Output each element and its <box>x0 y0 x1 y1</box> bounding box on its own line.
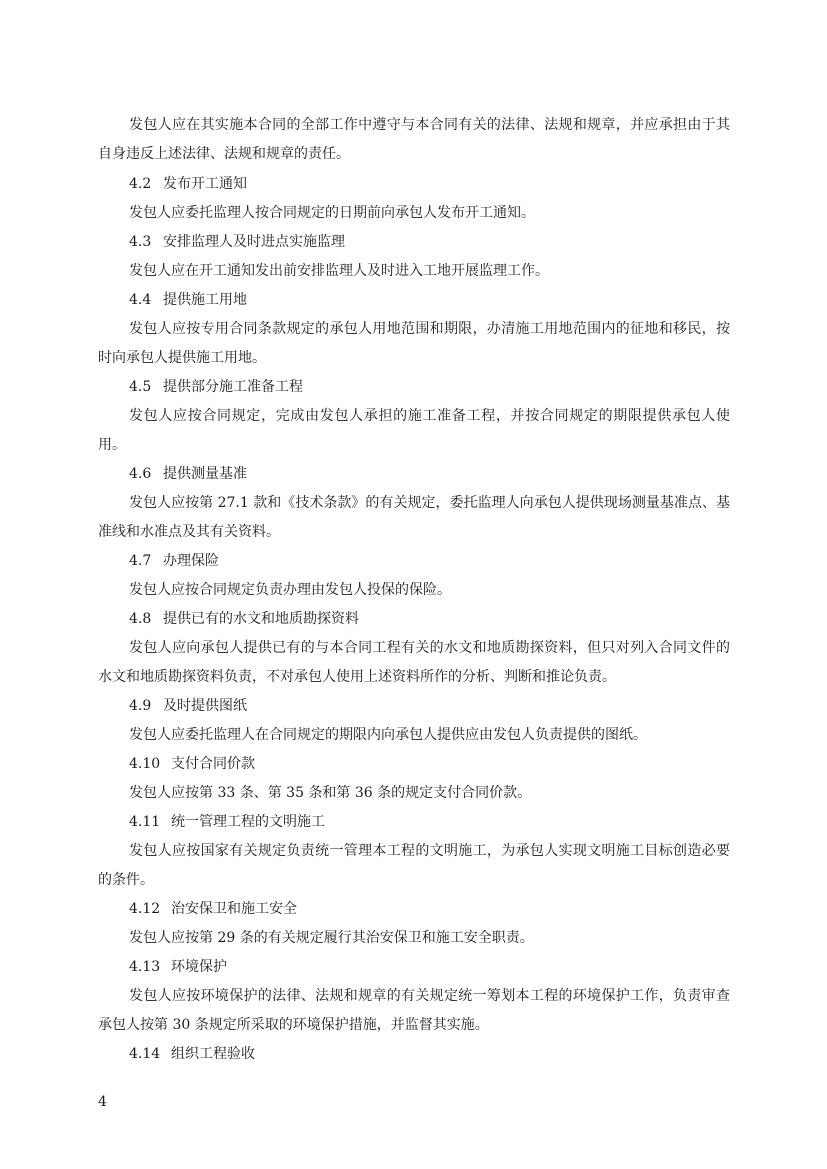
section-title: 及时提供图纸 <box>163 698 247 714</box>
section-heading <box>98 953 761 982</box>
section-heading <box>98 286 761 315</box>
section-heading <box>98 373 761 402</box>
page-number: 4 <box>98 1094 107 1110</box>
section-number: 4.12 <box>129 901 161 917</box>
section-title: 治安保卫和施工安全 <box>171 901 297 917</box>
section-heading <box>98 895 761 924</box>
section-heading <box>98 460 761 489</box>
section-title: 支付合同价款 <box>171 756 255 772</box>
section-number: 4.10 <box>129 756 161 772</box>
section-title: 环境保护 <box>171 959 227 975</box>
paragraph: 发包人应按第 27.1 款和《技术条款》的有关规定，委托监理人向承包人提供现场测量基准点、基准线和水准点及其有关资料。 <box>98 495 730 540</box>
section-title: 统一管理工程的文明施工 <box>171 814 325 830</box>
section-number: 4.5 <box>129 379 152 395</box>
section-heading <box>98 808 761 837</box>
section-heading <box>98 692 761 721</box>
paragraph: 发包人应按第 33 条、第 35 条和第 36 条的规定支付合同价款。 <box>129 785 532 801</box>
section-title: 发布开工通知 <box>163 176 247 192</box>
section-title: 提供施工用地 <box>163 292 247 308</box>
paragraph: 发包人应按专用合同条款规定的承包人用地范围和期限，办清施工用地范围内的征地和移民，按时向承包人提供施工用地。 <box>98 321 730 366</box>
paragraph: 发包人应委托监理人在合同规定的期限内向承包人提供应由发包人负责提供的图纸。 <box>129 727 647 743</box>
paragraph: 发包人应按第 29 条的有关规定履行其治安保卫和施工安全职责。 <box>129 930 534 946</box>
section-number: 4.13 <box>129 959 161 975</box>
section-title: 提供已有的水文和地质勘探资料 <box>163 611 359 627</box>
paragraph: 发包人应在开工通知发出前安排监理人及时进入工地开展监理工作。 <box>129 263 549 279</box>
section-heading <box>98 170 761 199</box>
section-heading <box>98 547 761 576</box>
section-number: 4.8 <box>129 611 152 627</box>
section-number: 4.2 <box>129 176 152 192</box>
section-title: 安排监理人及时进点实施监理 <box>163 234 345 250</box>
paragraph: 发包人应按环境保护的法律、法规和规章的有关规定统一筹划本工程的环境保护工作，负责审查承包人按第 30 条规定所采取的环境保护措施，并监督其实施。 <box>98 988 730 1033</box>
section-number: 4.14 <box>129 1046 161 1062</box>
paragraph: 发包人应按国家有关规定负责统一管理本工程的文明施工，为承包人实现文明施工目标创造必要的条件。 <box>98 843 730 888</box>
section-title: 组织工程验收 <box>171 1046 255 1062</box>
paragraph: 发包人应按合同规定负责办理由发包人投保的保险。 <box>129 582 451 598</box>
section-title: 提供测量基准 <box>163 466 247 482</box>
section-number: 4.3 <box>129 234 152 250</box>
section-number: 4.9 <box>129 698 152 714</box>
section-heading <box>98 1040 761 1069</box>
section-number: 4.7 <box>129 553 152 569</box>
section-title: 办理保险 <box>163 553 219 569</box>
paragraph: 发包人应在其实施本合同的全部工作中遵守与本合同有关的法律、法规和规章，并应承担由于其自身违反上述法律、法规和规章的责任。 <box>98 117 730 162</box>
section-heading <box>98 750 761 779</box>
section-number: 4.6 <box>129 466 152 482</box>
paragraph: 发包人应委托监理人按合同规定的日期前向承包人发布开工通知。 <box>129 205 535 221</box>
paragraph: 发包人应按合同规定，完成由发包人承担的施工准备工程，并按合同规定的期限提供承包人使用。 <box>98 408 730 453</box>
section-heading <box>98 228 761 257</box>
paragraph: 发包人应向承包人提供已有的与本合同工程有关的水文和地质勘探资料，但只对列入合同文件的水文和地质勘探资料负责，不对承包人使用上述资料所作的分析、判断和推论负责。 <box>98 640 730 685</box>
section-heading <box>98 605 761 634</box>
section-number: 4.4 <box>129 292 152 308</box>
section-number: 4.11 <box>129 814 161 830</box>
section-title: 提供部分施工准备工程 <box>163 379 303 395</box>
